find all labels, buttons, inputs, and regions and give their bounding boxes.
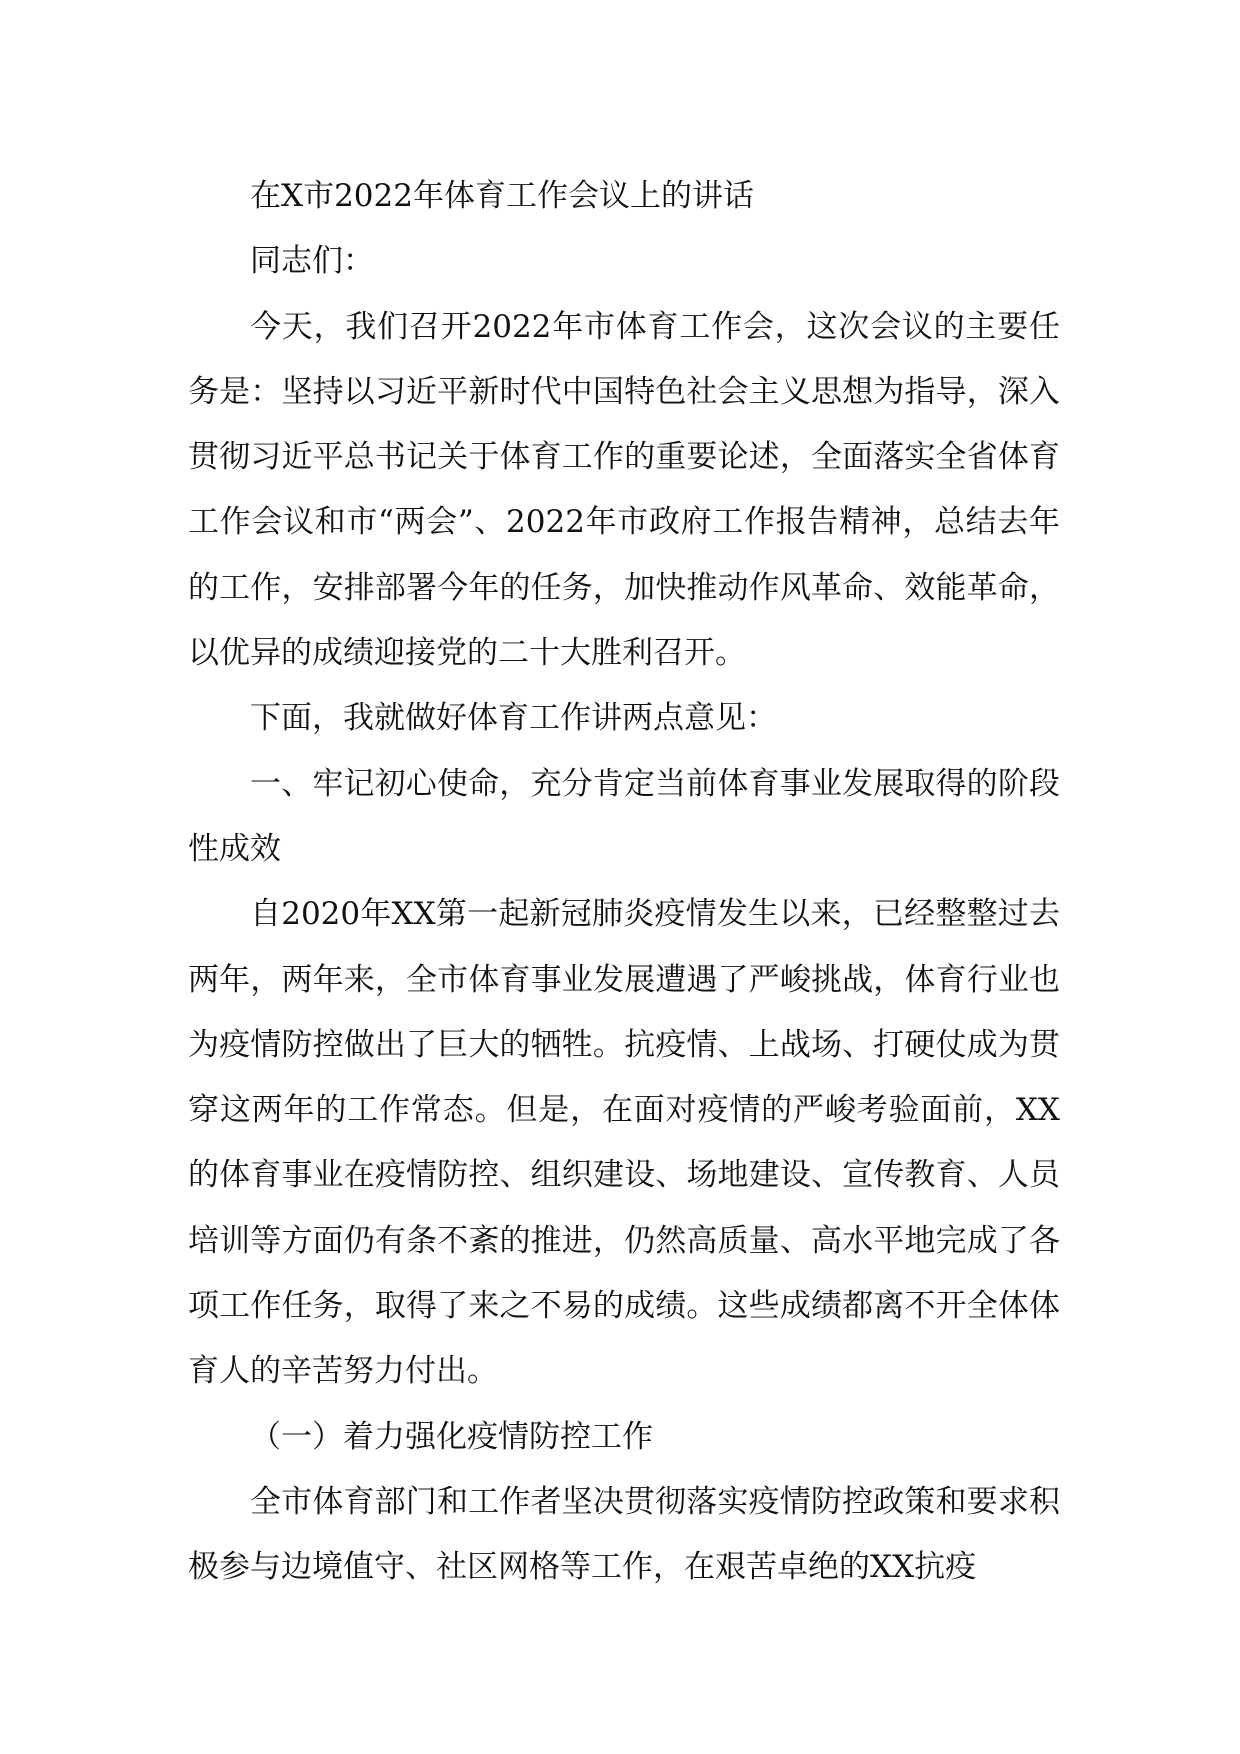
document-page xyxy=(188,164,1060,1601)
paragraph-opening: 今天，我们召开2022年市体育工作会，这次会议的主要任务是：坚持以习近平新时代中国特色社会主义思想为指导，深入贯彻习近平总书记关于体育工作的重要论述，全面落实全省体育工作会议和市“两会”、2022年市政府工作报告精神，总结去年的工作，安排部署今年的任务，加快推动作风革命、效能革命，以优异的成绩迎接党的二十大胜利召开。 xyxy=(188,308,1060,672)
document-title: 在X市2022年体育工作会议上的讲话 xyxy=(250,178,754,214)
paragraph-epidemic-control: 全市体育部门和工作者坚决贯彻落实疫情防控政策和要求积极参与边境值守、社区网格等工作，在艰苦卓绝的XX抗疫 xyxy=(188,1483,1060,1586)
paragraph-achievements: 自2020年XX第一起新冠肺炎疫情发生以来，已经整整过去两年，两年来，全市体育事业发展遭遇了严峻挑战，体育行业也为疫情防控做出了巨大的牺牲。抗疫情、上战场、打硬仗成为贯穿这两年的工作常态。但是，在面对疫情的严峻考验面前，XX的体育事业在疫情防控、组织建设、场地建设、宣传教育、人员培训等方面仍有条不紊的推进，仍然高质量、高水平地完成了各项工作任务，取得了来之不易的成绩。这些成绩都离不开全体体育人的辛苦努力付出。 xyxy=(188,896,1060,1390)
section-heading-1: 一、牢记初心使命，充分肯定当前体育事业发展取得的阶段性成效 xyxy=(188,765,1060,867)
subsection-heading-1: （一）着力强化疫情防控工作 xyxy=(250,1418,653,1455)
salutation: 同志们： xyxy=(250,243,374,280)
paragraph-intro: 下面，我就做好体育工作讲两点意见： xyxy=(250,700,777,737)
